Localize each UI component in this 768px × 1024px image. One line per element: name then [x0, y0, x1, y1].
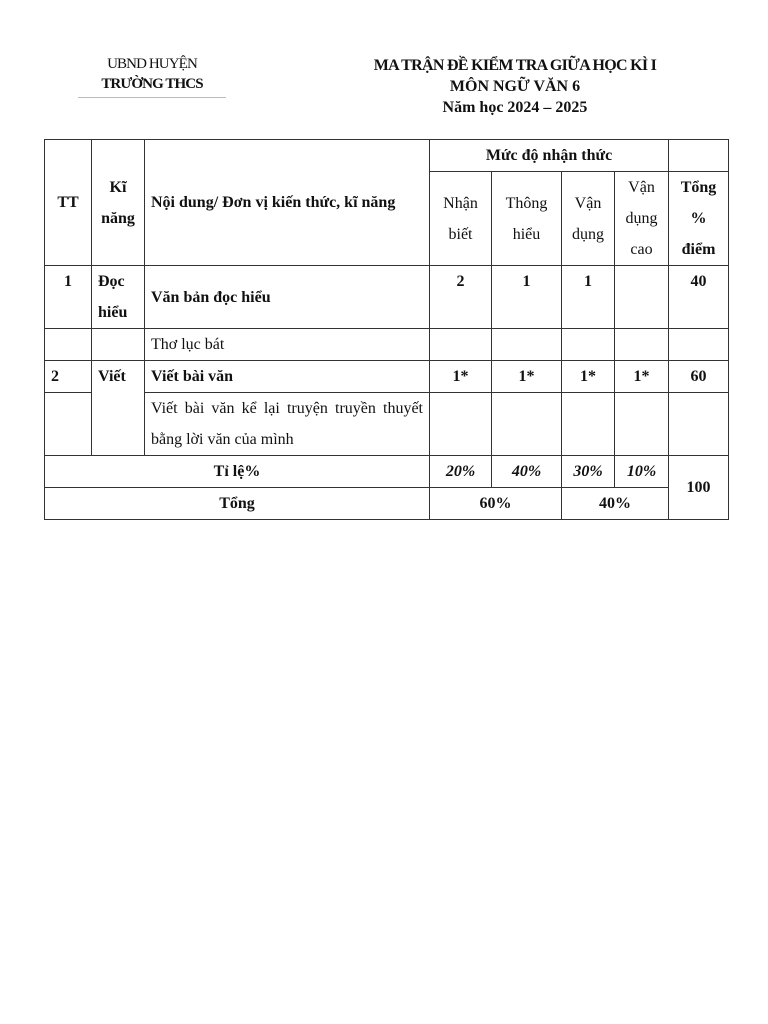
- sum-row: [45, 488, 729, 520]
- header-empty-cell: [669, 140, 729, 172]
- row1-understand: 1: [492, 266, 562, 329]
- district-name: UBND HUYỆN: [107, 56, 197, 72]
- school-year: Năm học 2024 – 2025: [442, 99, 588, 116]
- row1-recognize: 2: [430, 266, 492, 329]
- document-title: MA TRẬN ĐỀ KIỂM TRA GIỮA HỌC KÌ I: [373, 57, 657, 74]
- subject-title: MÔN NGỮ VĂN 6: [449, 78, 581, 95]
- table-row: [45, 266, 729, 329]
- table-row: [45, 393, 729, 456]
- row1-apply-high: [615, 266, 669, 329]
- row2-skill: Viết: [92, 361, 145, 456]
- header-skill: Kĩ năng: [92, 140, 145, 266]
- sum-apply: 40%: [562, 488, 669, 520]
- header-row-1: [45, 140, 729, 172]
- table-row: [45, 329, 729, 361]
- ratio-row: [45, 456, 729, 488]
- school-header: [78, 54, 226, 98]
- row1-subcontent: Thơ lục bát: [145, 329, 430, 361]
- ratio-label: Tỉ lệ%: [45, 456, 430, 488]
- header-rule: [78, 97, 226, 98]
- row2-apply-high: 1*: [615, 361, 669, 393]
- row2-total: 60: [669, 361, 729, 393]
- header-content: Nội dung/ Đơn vị kiến thức, kĩ năng: [145, 140, 430, 266]
- row1-tt: 1: [45, 266, 92, 329]
- header-level-apply: Vận dụng: [562, 172, 615, 266]
- ratio-recognize: 20%: [430, 456, 492, 488]
- sum-label: Tổng: [45, 488, 430, 520]
- table-row: [45, 361, 729, 393]
- grand-total: 100: [669, 456, 729, 520]
- ratio-apply: 30%: [562, 456, 615, 488]
- row1-total: 40: [669, 266, 729, 329]
- row2-apply: 1*: [562, 361, 615, 393]
- assessment-matrix-table: [44, 139, 729, 520]
- row2-tt: 2: [45, 361, 92, 393]
- row2-content: Viết bài văn: [145, 361, 430, 393]
- row2-understand: 1*: [492, 361, 562, 393]
- school-name: TRƯỜNG THCS: [101, 76, 203, 92]
- header-level-understand: Thông hiểu: [492, 172, 562, 266]
- header-level-group: Mức độ nhận thức: [430, 140, 669, 172]
- row1-apply: 1: [562, 266, 615, 329]
- row1-skill: Đọc hiểu: [92, 266, 145, 329]
- sum-recognize-understand: 60%: [430, 488, 562, 520]
- ratio-understand: 40%: [492, 456, 562, 488]
- header-tt: TT: [45, 140, 92, 266]
- header-level-recognize: Nhận biết: [430, 172, 492, 266]
- row1-content: Văn bản đọc hiểu: [145, 266, 430, 329]
- header-total: Tổng % điểm: [669, 172, 729, 266]
- row2-recognize: 1*: [430, 361, 492, 393]
- row2-subcontent: Viết bài văn kể lại truyện truyền thuyết bằng lời văn của mình: [145, 393, 430, 456]
- document-title-block: [340, 55, 690, 118]
- ratio-apply-high: 10%: [615, 456, 669, 488]
- header-level-apply-high: Vận dụng cao: [615, 172, 669, 266]
